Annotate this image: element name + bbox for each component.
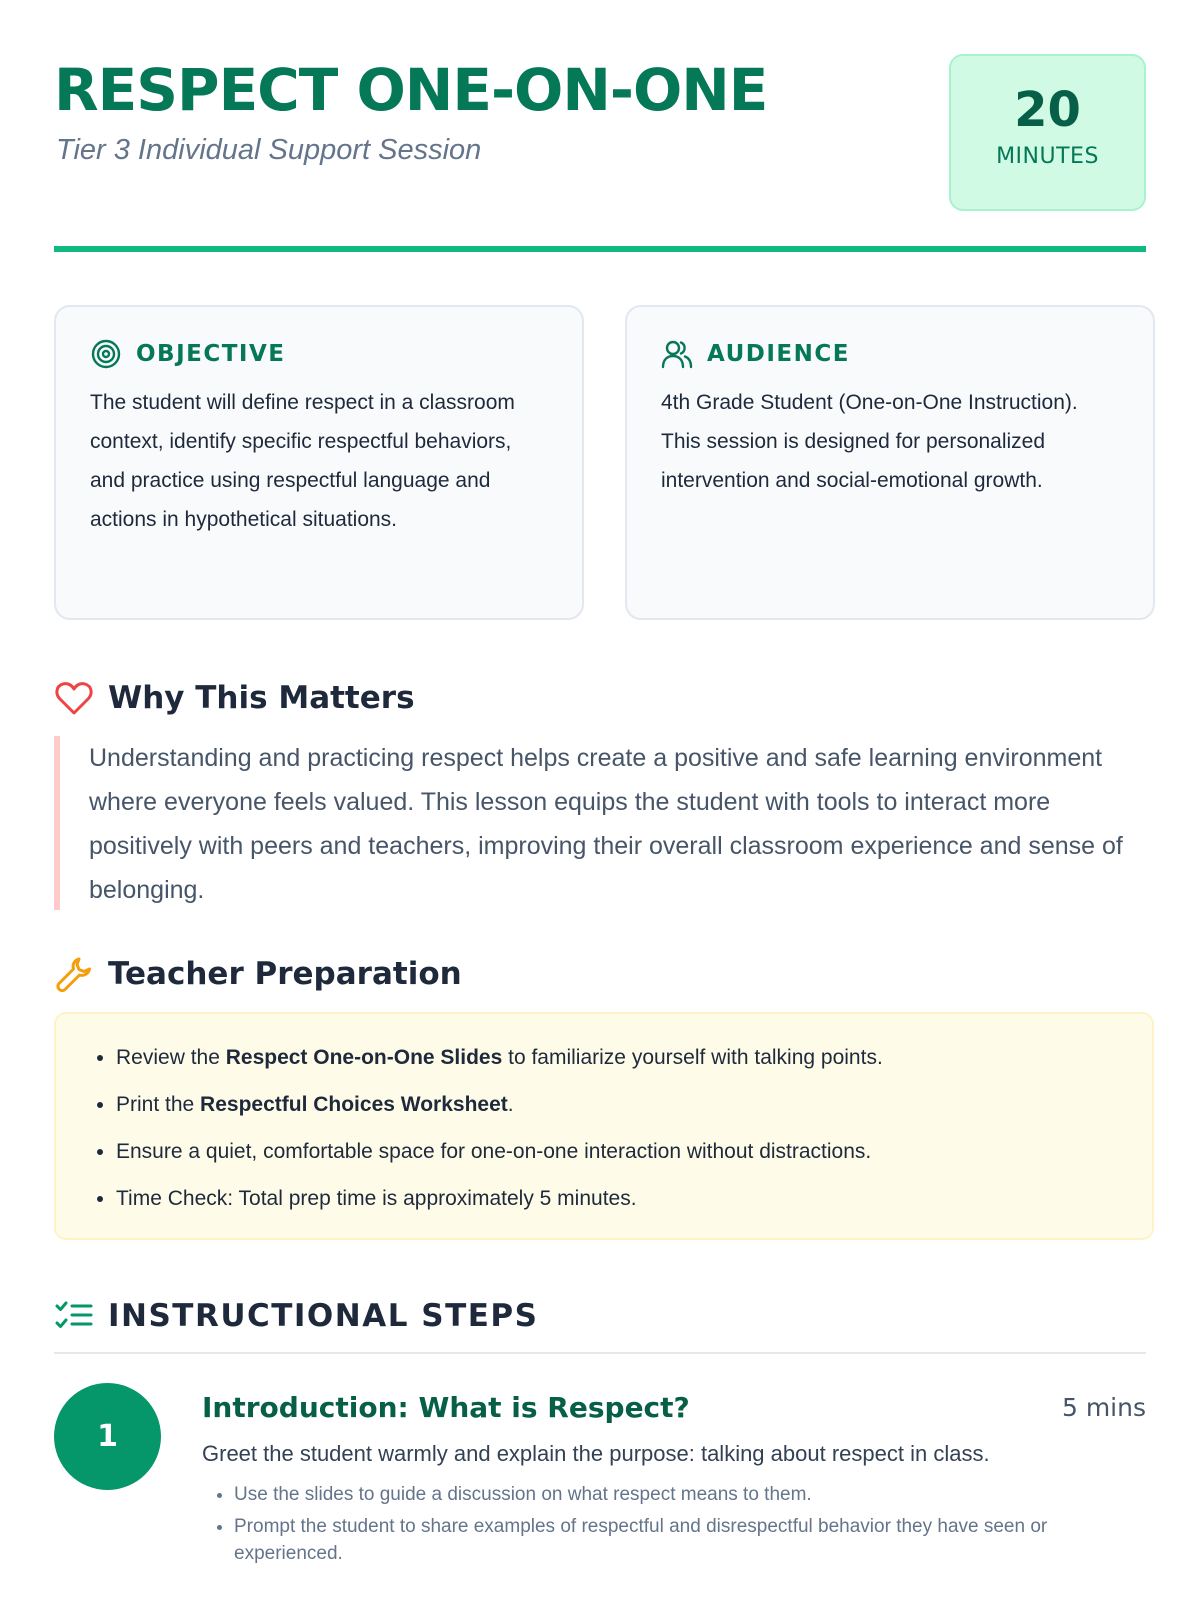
why-text: Understanding and practicing respect helps create a positive and safe learning environment where everyone feels valued. This lesson equips the student with tools to interact more positively with peers and teachers, improving their overall classroom experience and sense of belonging.	[54, 736, 1154, 910]
prep-box	[54, 1012, 1154, 1240]
objective-text: The student will define respect in a classroom context, identify specific respectful behaviors, and practice using respectful language and actions in hypothetical situations.	[90, 391, 515, 531]
step-item	[54, 1383, 1146, 1583]
step-bullets	[234, 1481, 1154, 1572]
audience-card	[625, 305, 1155, 620]
steps-heading	[54, 1296, 538, 1336]
why-heading	[54, 678, 415, 718]
step-bullet: • Prompt the student to share examples of respectful and disrespectful behavior they have seen or experienced.	[234, 1513, 1154, 1567]
prep-title: Teacher Preparation	[108, 956, 462, 992]
header	[54, 50, 1146, 210]
step-description: Greet the student warmly and explain the purpose: talking about respect in class.	[202, 1441, 990, 1466]
step-bullet: • Use the slides to guide a discussion on what respect means to them.	[234, 1481, 1154, 1508]
prep-list	[116, 1034, 1122, 1222]
checklist-icon	[54, 1296, 94, 1336]
heart-icon	[54, 678, 94, 718]
step-title: Introduction: What is Respect?	[202, 1391, 690, 1424]
steps-title: INSTRUCTIONAL STEPS	[108, 1298, 539, 1334]
objective-card	[54, 305, 584, 620]
wrench-icon	[54, 954, 94, 994]
prep-item: • Time Check: Total prep time is approximately 5 minutes.	[116, 1175, 1122, 1222]
page-subtitle: Tier 3 Individual Support Session	[56, 134, 482, 166]
prep-item: • Print the Respectful Choices Worksheet.	[116, 1081, 1122, 1128]
steps-divider	[54, 1352, 1146, 1354]
users-icon	[661, 338, 693, 370]
objective-title: OBJECTIVE	[136, 341, 286, 367]
prep-item: • Review the Respect One-on-One Slides to familiarize yourself with talking points.	[116, 1034, 1122, 1081]
audience-title: AUDIENCE	[707, 341, 850, 367]
page-title: RESPECT ONE-ON-ONE	[54, 56, 768, 124]
step-time: 5 mins	[1061, 1393, 1146, 1422]
audience-text: 4th Grade Student (One-on-One Instruction). This session is designed for personalized intervention and social-emotional growth.	[661, 391, 1078, 492]
prep-item: • Ensure a quiet, comfortable space for one-on-one interaction without distractions.	[116, 1128, 1122, 1175]
step-number: 1	[54, 1383, 161, 1490]
target-icon	[90, 338, 122, 370]
why-title: Why This Matters	[108, 680, 415, 716]
duration-value: 20	[1014, 82, 1081, 138]
header-divider	[54, 246, 1146, 252]
prep-heading	[54, 954, 462, 994]
duration-badge	[949, 54, 1146, 211]
duration-unit: MINUTES	[996, 144, 1099, 169]
